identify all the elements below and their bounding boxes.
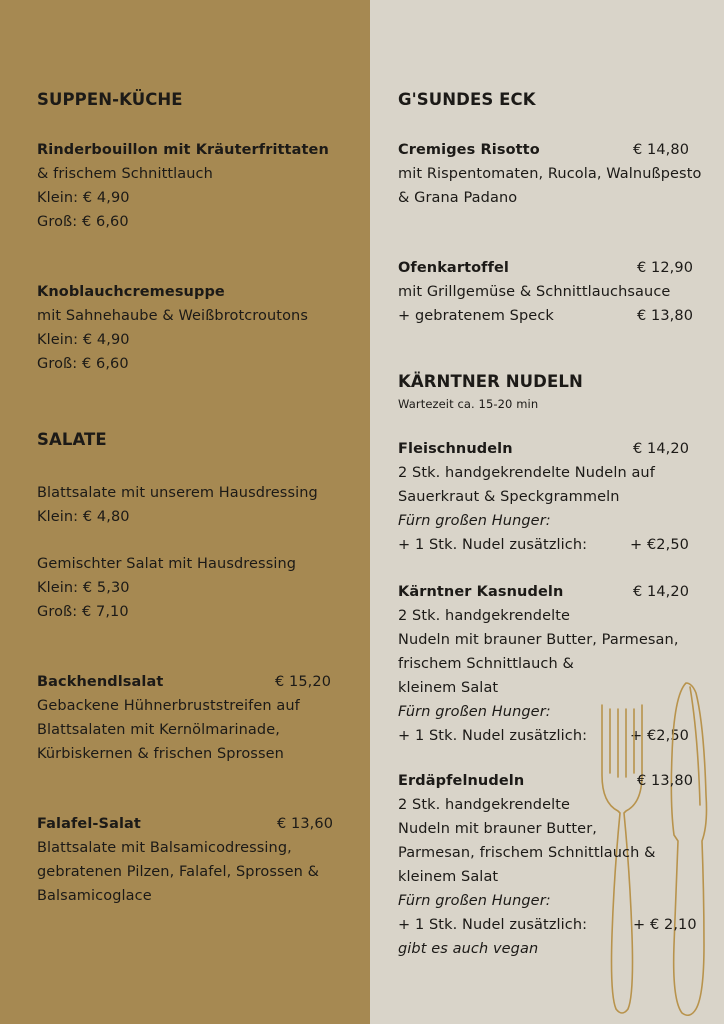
fleischnudeln-name: Fleischnudeln: [398, 441, 513, 457]
erdaepfelnudeln-hunger: Fürn großen Hunger:: [398, 893, 551, 909]
falafel-desc-3: Balsamicoglace: [37, 888, 152, 904]
risotto-desc-2: & Grana Padano: [398, 190, 518, 206]
backhendl-name: Backhendlsalat: [37, 674, 164, 690]
erdaepfelnudeln-desc-2: Nudeln mit brauner Butter,: [398, 821, 597, 837]
kasnudeln-desc-2: Nudeln mit brauner Butter, Parmesan,: [398, 632, 679, 648]
rinderbouillon-name: Rinderbouillon mit Kräuterfrittaten: [37, 142, 329, 158]
gemischter-name: Gemischter Salat mit Hausdressing: [37, 556, 297, 572]
erdaepfelnudeln-vegan-note: gibt es auch vegan: [398, 941, 539, 957]
knoblauch-klein: Klein: € 4,90: [37, 332, 130, 348]
ofenkartoffel-price-speck: € 13,80: [637, 308, 694, 324]
knoblauch-name: Knoblauchcremesuppe: [37, 284, 225, 300]
fleischnudeln-desc-2: Sauerkraut & Speckgrammeln: [398, 489, 620, 505]
kasnudeln-extra: + 1 Stk. Nudel zusätzlich:: [398, 728, 588, 744]
rinderbouillon-gross: Groß: € 6,60: [37, 214, 129, 230]
backhendl-desc-2: Blattsalaten mit Kernölmarinade,: [37, 722, 280, 738]
erdaepfelnudeln-extra: + 1 Stk. Nudel zusätzlich:: [398, 917, 588, 933]
fleischnudeln-hunger: Fürn großen Hunger:: [398, 513, 551, 529]
gemischter-gross: Groß: € 7,10: [37, 604, 129, 620]
erdaepfelnudeln-price: € 13,80: [637, 773, 694, 789]
salate-heading: SALATE: [37, 430, 107, 449]
fleischnudeln-extra-price: + €2,50: [630, 537, 689, 553]
kasnudeln-price: € 14,20: [633, 584, 690, 600]
backhendl-desc-1: Gebackene Hühnerbruststreifen auf: [37, 698, 300, 714]
kasnudeln-desc-1: 2 Stk. handgekrendelte: [398, 608, 571, 624]
erdaepfelnudeln-desc-4: kleinem Salat: [398, 869, 499, 885]
suppen-heading: SUPPEN-KÜCHE: [37, 90, 183, 109]
risotto-desc-1: mit Rispentomaten, Rucola, Walnußpesto: [398, 166, 702, 182]
kasnudeln-desc-3: frischem Schnittlauch &: [398, 656, 574, 672]
kasnudeln-desc-4: kleinem Salat: [398, 680, 499, 696]
knoblauch-desc: mit Sahnehaube & Weißbrotcroutons: [37, 308, 309, 324]
rinderbouillon-desc: & frischem Schnittlauch: [37, 166, 213, 182]
falafel-name: Falafel-Salat: [37, 816, 141, 832]
erdaepfelnudeln-name: Erdäpfelnudeln: [398, 773, 525, 789]
falafel-desc-2: gebratenen Pilzen, Falafel, Sprossen &: [37, 864, 320, 880]
erdaepfelnudeln-extra-price: + € 2,10: [633, 917, 697, 933]
gemischter-klein: Klein: € 5,30: [37, 580, 130, 596]
knoblauch-gross: Groß: € 6,60: [37, 356, 129, 372]
backhendl-price: € 15,20: [275, 674, 332, 690]
kasnudeln-extra-price: + €2,50: [630, 728, 689, 744]
backhendl-desc-3: Kürbiskernen & frischen Sprossen: [37, 746, 284, 762]
blattsalate-klein: Klein: € 4,80: [37, 509, 130, 525]
fleischnudeln-extra: + 1 Stk. Nudel zusätzlich:: [398, 537, 588, 553]
erdaepfelnudeln-desc-3: Parmesan, frischem Schnittlauch &: [398, 845, 656, 861]
fleischnudeln-price: € 14,20: [633, 441, 690, 457]
knife-icon: [671, 683, 706, 1015]
nudeln-heading: KÄRNTNER NUDELN: [398, 372, 583, 391]
blattsalate-name: Blattsalate mit unserem Hausdressing: [37, 485, 318, 501]
falafel-price: € 13,60: [277, 816, 334, 832]
ofenkartoffel-desc-2: + gebratenem Speck: [398, 308, 554, 324]
wartezeit-note: Wartezeit ca. 15-20 min: [398, 397, 539, 411]
falafel-desc-1: Blattsalate mit Balsamicodressing,: [37, 840, 292, 856]
ofenkartoffel-name: Ofenkartoffel: [398, 260, 509, 276]
kasnudeln-name: Kärntner Kasnudeln: [398, 584, 564, 600]
fleischnudeln-desc-1: 2 Stk. handgekrendelte Nudeln auf: [398, 465, 655, 481]
rinderbouillon-klein: Klein: € 4,90: [37, 190, 130, 206]
ofenkartoffel-desc-1: mit Grillgemüse & Schnittlauchsauce: [398, 284, 671, 300]
kasnudeln-hunger: Fürn großen Hunger:: [398, 704, 551, 720]
risotto-name: Cremiges Risotto: [398, 142, 540, 158]
ofenkartoffel-price: € 12,90: [637, 260, 694, 276]
erdaepfelnudeln-desc-1: 2 Stk. handgekrendelte: [398, 797, 571, 813]
gsundes-heading: G'SUNDES ECK: [398, 90, 536, 109]
risotto-price: € 14,80: [633, 142, 690, 158]
